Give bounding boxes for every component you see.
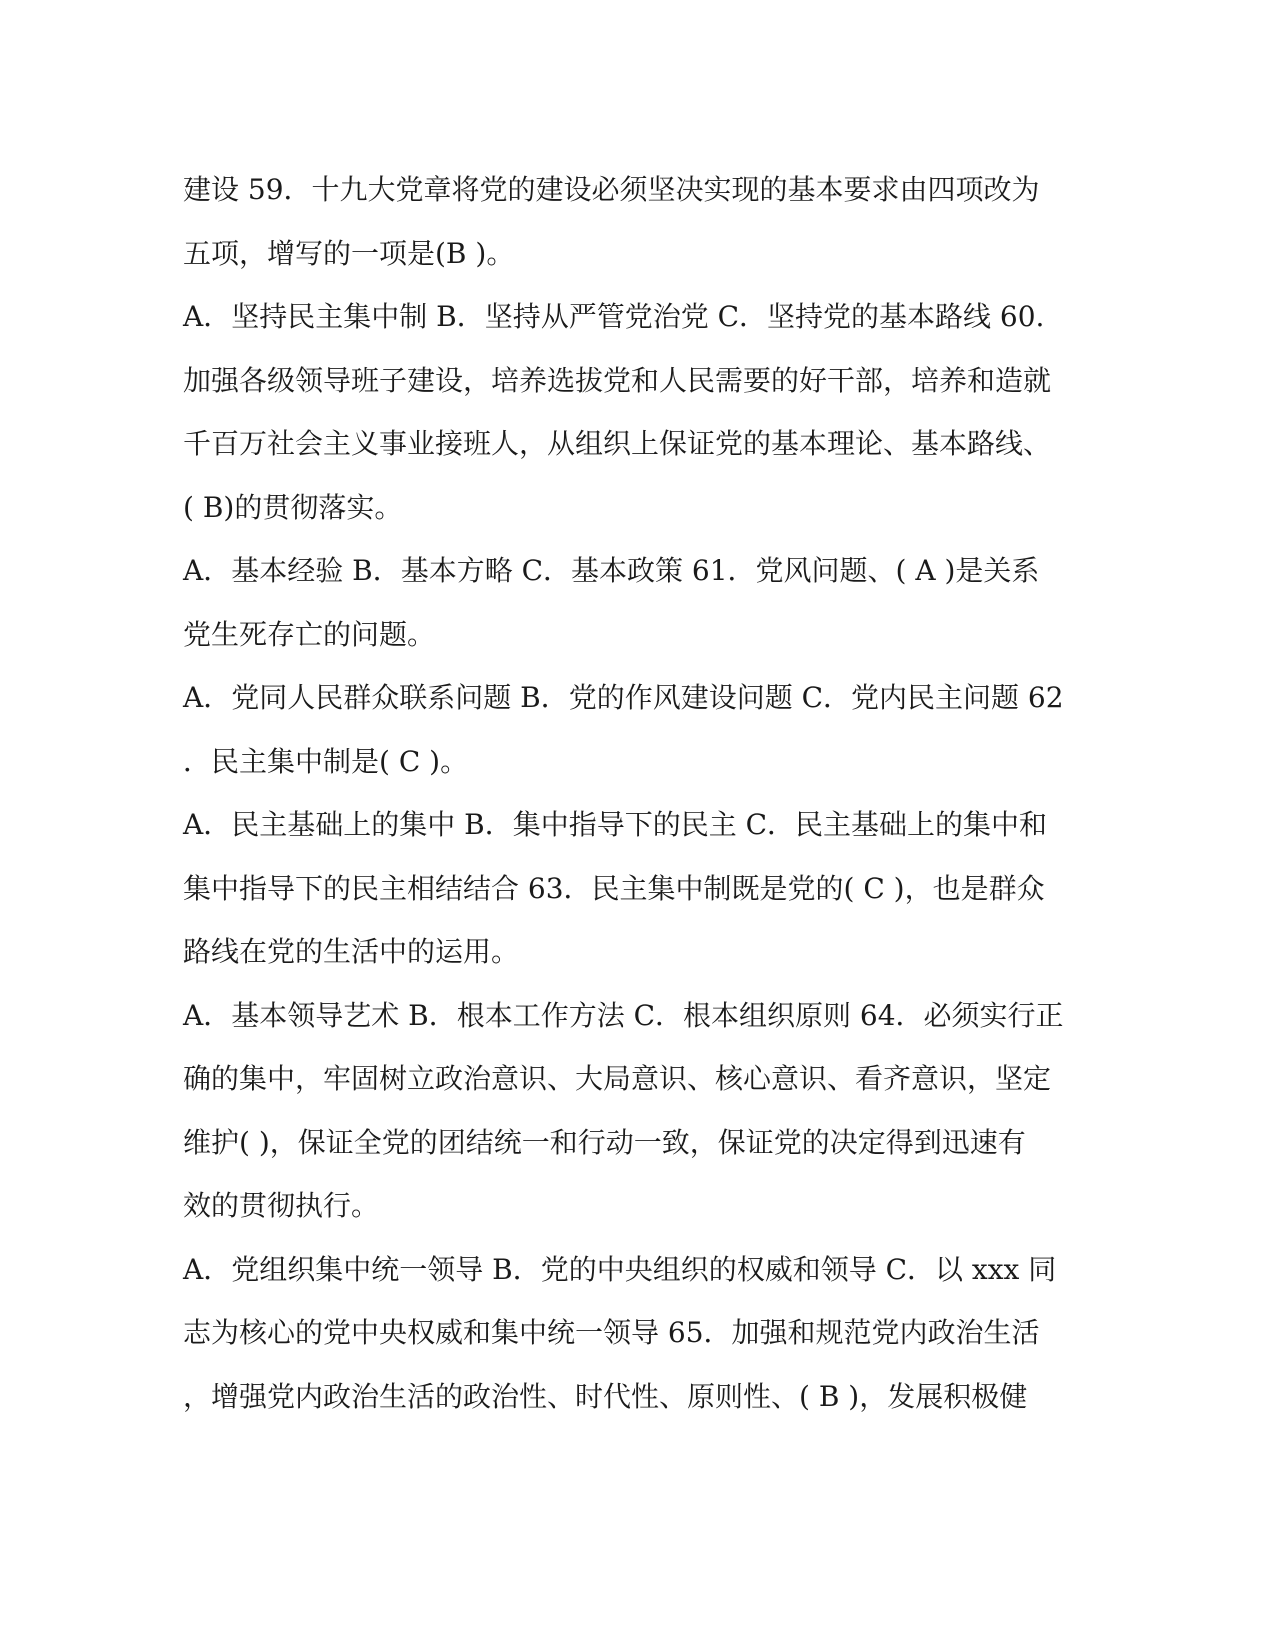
text-line: 集中指导下的民主相结结合 63．民主集中制既是党的( C )，也是群众 (183, 871, 1045, 905)
text-line: 志为核心的党中央权威和集中统一领导 65．加强和规范党内政治生活 (183, 1316, 1040, 1349)
text-line: 五项，增写的一项是(B )。 (183, 236, 515, 270)
text-line: ( B)的贯彻落实。 (183, 490, 403, 524)
text-line: A．坚持民主集中制 B．坚持从严管党治党 C．坚持党的基本路线 60. (183, 300, 1045, 333)
text-line: 建设 59．十九大党章将党的建设必须坚决实现的基本要求由四项改为 (183, 173, 1040, 206)
text-line: A．基本经验 B．基本方略 C．基本政策 61．党风问题、( A )是关系 (183, 554, 1040, 587)
text-line: ，增强党内政治生活的政治性、时代性、原则性、( B )，发展积极健 (183, 1379, 1028, 1413)
text-line: A．基本领导艺术 B．根本工作方法 C．根本组织原则 64．必须实行正 (183, 998, 1064, 1032)
text-line: ．民主集中制是( C )。 (183, 744, 469, 778)
document-body (183, 158, 1093, 1428)
text-line: 路线在党的生活中的运用。 (183, 935, 520, 968)
text-line: A．党组织集中统一领导 B．党的中央组织的权威和领导 C．以 xxx 同 (183, 1252, 1057, 1286)
text-line: 效的贯彻执行。 (183, 1189, 380, 1222)
text-line: 确的集中，牢固树立政治意识、大局意识、核心意识、看齐意识，坚定 (183, 1062, 1052, 1095)
text-line: 党生死存亡的问题。 (183, 617, 436, 651)
text-line: 加强各级领导班子建设，培养选拔党和人民需要的好干部，培养和造就 (183, 363, 1052, 397)
text-line: A．民主基础上的集中 B．集中指导下的民主 C．民主基础上的集中和 (183, 808, 1048, 841)
text-line: 千百万社会主义事业接班人，从组织上保证党的基本理论、基本路线、 (183, 427, 1052, 460)
text-line: A．党同人民群众联系问题 B．党的作风建设问题 C．党内民主问题 62 (183, 681, 1064, 714)
text-line: 维护( )，保证全党的团结统一和行动一致，保证党的决定得到迅速有 (183, 1125, 1026, 1159)
